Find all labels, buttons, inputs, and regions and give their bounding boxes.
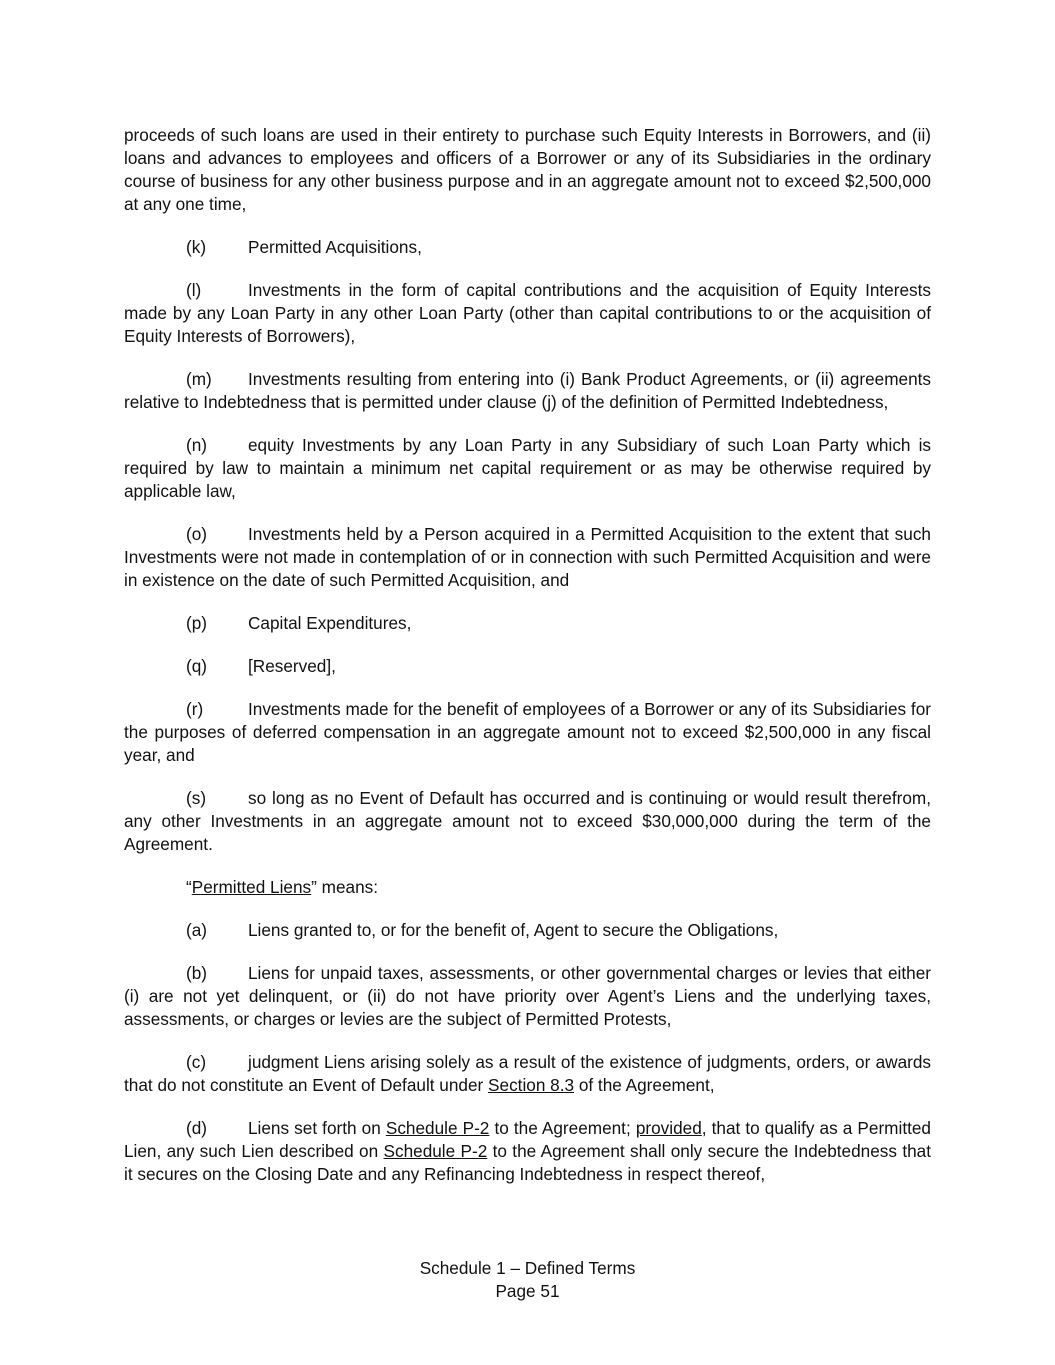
clause-label: (s) [186, 788, 207, 808]
paragraph-k [124, 236, 931, 259]
clause-text: Permitted Acquisitions, [248, 237, 422, 257]
clause-text: Liens set forth on [248, 1118, 386, 1138]
page-footer [0, 1257, 1055, 1303]
lien-c [124, 1051, 931, 1097]
clause-text: to the Agreement; [489, 1118, 636, 1138]
paragraph-m [124, 368, 931, 414]
paragraph-n [124, 434, 931, 503]
clause-text: Investments resulting from entering into (i) Bank Product Agreements, or (ii) agreements relative to Indebtedness that is permitted under clause (j) of the definition of Permitted Indebtedness, [124, 369, 931, 412]
paragraph-s [124, 787, 931, 856]
section-reference[interactable]: Section 8.3 [488, 1075, 575, 1095]
open-quote: “ [186, 877, 192, 897]
provided-term: provided [635, 1118, 702, 1138]
paragraph-l [124, 279, 931, 348]
clause-text: so long as no Event of Default has occurred and is continuing or would result therefrom, any other Investments in an aggregate amount not to exceed $30,000,000 during the term of the Agreement. [124, 788, 931, 854]
footer-schedule-title: Schedule 1 – Defined Terms [419, 1258, 636, 1278]
clause-label: (b) [186, 963, 208, 983]
document-body [124, 124, 931, 1206]
clause-label: (k) [186, 237, 207, 257]
clause-text: of the Agreement, [574, 1075, 715, 1095]
clause-label: (l) [186, 280, 202, 300]
schedule-reference[interactable]: Schedule P-2 [383, 1141, 488, 1161]
paragraph-q [124, 655, 931, 678]
clause-text: equity Investments by any Loan Party in any Subsidiary of such Loan Party which is required by law to maintain a minimum net capital requirement or as may be otherwise required by applicable law, [124, 435, 931, 501]
clause-text: to the Agreement shall only secure the Indebtedness that it secures on the Closing Date and any Refinancing Indebtedness in respect thereof, [124, 1141, 931, 1184]
paragraph-p [124, 612, 931, 635]
clause-label: (o) [186, 524, 208, 544]
clause-label: (r) [186, 699, 204, 719]
clause-text: judgment Liens arising solely as a result of the existence of judgments, orders, or awards that do not constitute an Event of Default under [124, 1052, 931, 1095]
lien-b [124, 962, 931, 1031]
clause-label: (c) [186, 1052, 207, 1072]
footer-page-number: Page 51 [495, 1281, 560, 1301]
defined-term: Permitted Liens [191, 877, 312, 897]
clause-text: Liens granted to, or for the benefit of, Agent to secure the Obligations, [248, 920, 779, 940]
schedule-reference[interactable]: Schedule P-2 [385, 1118, 490, 1138]
lien-d [124, 1117, 931, 1186]
paragraph-r [124, 698, 931, 767]
definition-means: ” means: [311, 877, 379, 897]
lien-a [124, 919, 931, 942]
clause-text: [Reserved], [248, 656, 336, 676]
clause-label: (n) [186, 435, 208, 455]
paragraph-o [124, 523, 931, 592]
clause-text: Investments held by a Person acquired in a Permitted Acquisition to the extent that such Investments were not made in contemplation of or in connection with such Permitted Acquisition and were in existence on the date of such Permitted Acquisition, and [124, 524, 931, 590]
paragraph-continuation: proceeds of such loans are used in their entirety to purchase such Equity Interests in Borrowers, and (ii) loans and advances to employees and officers of a Borrower or any of its Subsidiaries in the ordinary course of business for any other business purpose and in an aggregate amount not to exceed $2,500,000 at any one time, [124, 125, 931, 214]
clause-text: Investments in the form of capital contributions and the acquisition of Equity Interests made by any Loan Party in any other Loan Party (other than capital contributions to or the acquisition of Equity Interests of Borrowers), [124, 280, 931, 346]
clause-label: (d) [186, 1118, 208, 1138]
clause-text: Liens for unpaid taxes, assessments, or other governmental charges or levies that either (i) are not yet delinquent, or (ii) do not have priority over Agent’s Liens and the underlying taxes, assessments, or charges or levies are the subject of Permitted Protests, [124, 963, 931, 1029]
clause-text: , that to qualify as a Permitted Lien, any such Lien described on [124, 1118, 931, 1161]
clause-label: (q) [186, 656, 208, 676]
clause-text: Capital Expenditures, [248, 613, 412, 633]
clause-text: Investments made for the benefit of employees of a Borrower or any of its Subsidiaries for the purposes of deferred compensation in an aggregate amount not to exceed $2,500,000 in any fiscal year, and [124, 699, 931, 765]
clause-label: (p) [186, 613, 208, 633]
definition-heading [124, 876, 931, 899]
clause-label: (a) [186, 920, 208, 940]
clause-label: (m) [186, 369, 212, 389]
